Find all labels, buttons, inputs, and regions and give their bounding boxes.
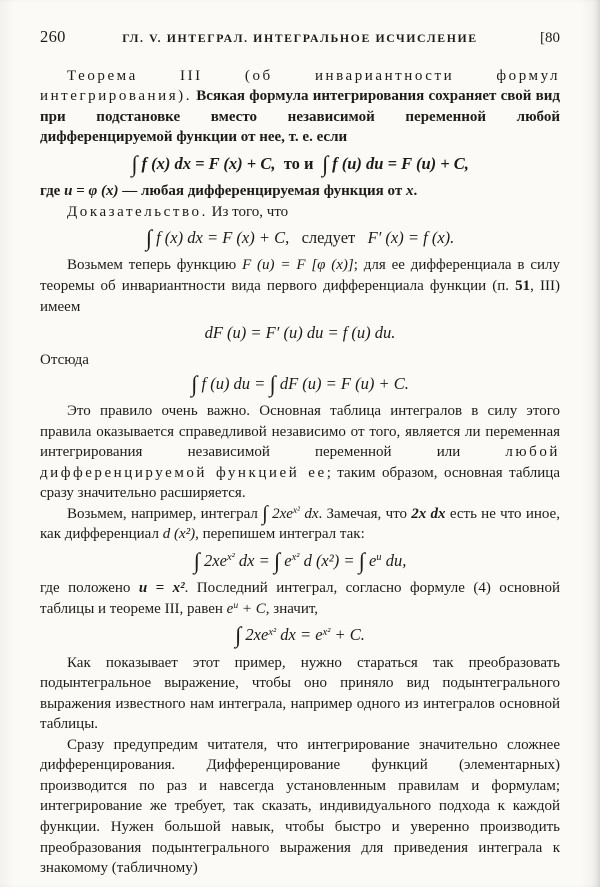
paragraph-integration-warning: Сразу предупредим читателя, что интегрирование значительно сложнее дифференцирования. Дифференцирование функций (элементарных) производится по раз и навсегда установленным правилам и формулам; интегрирование же требует, так сказать, индивидуального подхода к каждой функции. Нужен большой навык, чтобы быстро и уверенно производить преобразования подынтегрального выражения для приведения интеграла к знакомому (табличному) <box>40 736 560 877</box>
paragraph-where-substituted: где положено u = x². Последний интеграл, согласно формуле (4) основной таблицы и теореме III, равен $e^u + C$, значит, <box>40 580 560 617</box>
paragraph-example-intro: Возьмем, например, интеграл ∫ $2xe^{x^2}$ dx. Замечая, что 2x dx есть не что иное, как дифференциал d (x²), перепишем интеграл так: <box>40 502 560 543</box>
display-formula-derivative: ∫ f (x) dx = F (x) + C, следует F′ (x) = f (x). <box>145 225 455 251</box>
chapter-title: ГЛ. V. ИНТЕГРАЛ. ИНТЕГРАЛЬНОЕ ИСЧИСЛЕНИЕ <box>122 31 478 45</box>
paragraph-example-lesson: Как показывает этот пример, нужно стараться так преобразовать подынтегральное выражение, чтобы оно приняло вид подынтегрального выражения известного нам интеграла, например одного из интегралов основной таблицы. <box>40 654 560 733</box>
display-formula-invariance: ∫ f (x) dx = F (x) + C, то и ∫ f (u) du = F (u) + C, <box>131 151 469 177</box>
integral-sign: ∫ <box>235 622 242 648</box>
integral-sign: ∫ <box>131 151 138 177</box>
display-formula-result: ∫ $2xe^{x^2}$ dx = $e^{x^2} + C$. <box>235 622 365 648</box>
running-head <box>40 26 560 49</box>
integral-sign: ∫ <box>358 548 365 574</box>
hence-line: Отсюда <box>40 352 89 369</box>
paragraph-take-function: Возьмем теперь функцию F (u) = F [φ (x)]; для ее дифференциала в силу теоремы об инвариантности вида первого дифференциала функции (п. 51, III) имеем <box>40 257 560 315</box>
display-formula-substitution: ∫ $2xe^{x^2}$ dx = ∫ $e^{x^2}$ d (x²) = ∫ $e^u$ du, <box>193 548 407 574</box>
integral-sign: ∫ <box>145 225 152 251</box>
paragraph-rule-importance: Это правило очень важно. Основная таблица интегралов в силу этого правила оказывается справедливой независимо от того, является ли переменная интегрирования независимой переменной или любой дифференцируемой функцией ее; таким образом, основная таблица сразу значительно расширяется. <box>40 403 560 502</box>
integral-sign: ∫ <box>193 548 200 574</box>
where-definition-line: где u = φ (x) — любая дифференцируемая функция от x. <box>40 183 418 200</box>
integral-sign: ∫ <box>269 371 276 397</box>
integral-sign: ∫ <box>191 371 198 397</box>
integral-sign: ∫ <box>273 548 281 574</box>
display-formula-conclusion: ∫ f (u) du = ∫ dF (u) = F (u) + C. <box>191 371 409 397</box>
page-number: 260 <box>40 27 66 46</box>
theorem-paragraph: Теорема III (об инвариантности формул интегрирования). Всякая формула интегрирования сохраняет свой вид при подстановке вместо независимой переменной любой дифференцируемой функции от нее, т. е. если <box>40 67 560 146</box>
proof-heading-paragraph: Доказательство. Из того, что <box>67 203 289 220</box>
display-formula-differential: dF (u) = F′ (u) du = f (u) du. <box>204 323 396 343</box>
integral-sign: ∫ <box>321 151 328 177</box>
section-reference: [80 <box>540 30 560 46</box>
integral-sign: ∫ <box>262 502 268 525</box>
